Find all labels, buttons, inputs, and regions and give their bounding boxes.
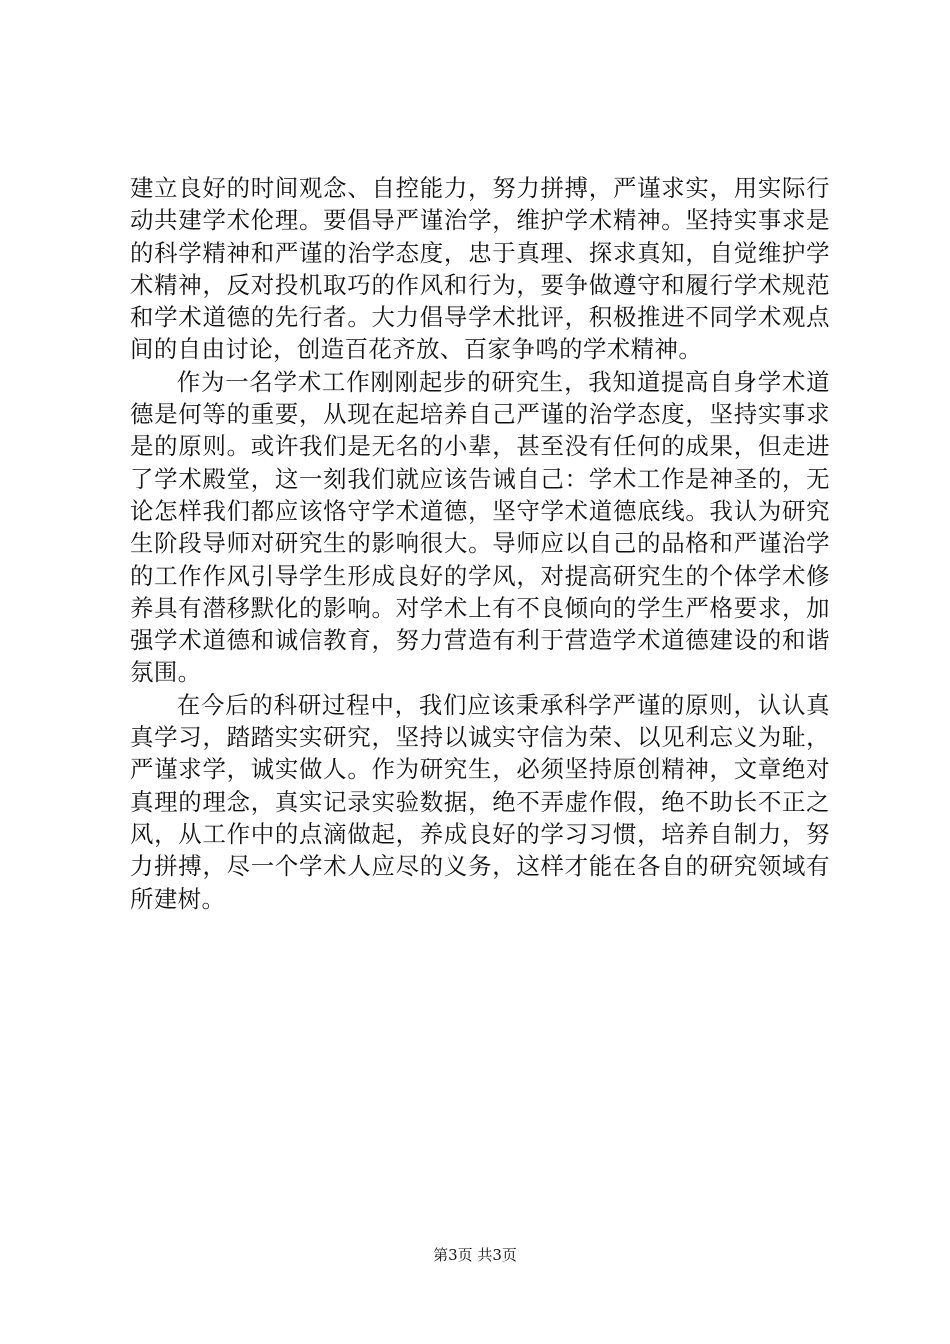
paragraph-future-research: 在今后的科研过程中，我们应该秉承科学严谨的原则，认认真真学习，踏踏实实研究，坚持以诚实守信为荣、以见利忘义为耻，严谨求学，诚实做人。作为研究生，必须坚持原创精神，文章绝对真理的理念，真实记录实验数据，绝不弄虚作假，绝不助长不正之风，从工作中的点滴做起，养成良好的学习习惯，培养自制力，努力拼搏，尽一个学术人应尽的义务，这样才能在各自的研究领域有所建树。 — [130, 690, 830, 913]
paragraph-graduate-student: 作为一名学术工作刚刚起步的研究生，我知道提高自身学术道德是何等的重要，从现在起培养自己严谨的治学态度，坚持实事求是的原则。或许我们是无名的小辈，甚至没有任何的成果，但走进了学术殿堂，这一刻我们就应该告诫自己：学术工作是神圣的，无论怎样我们都应该恪守学术道德，坚守学术道德底线。我认为研究生阶段导师对研究生的影响很大。导师应以自己的品格和严谨治学的工作作风引导学生形成良好的学风，对提高研究生的个体学术修养具有潜移默化的影响。对学术上有不良倾向的学生严格要求，加强学术道德和诚信教育，努力营造有利于营造学术道德建设的和谐氛围。 — [130, 367, 830, 687]
body-text — [130, 172, 830, 915]
page-number-footer: 第3页 共3页 — [433, 1246, 517, 1264]
paragraph-continued: 建立良好的时间观念、自控能力，努力拼搏，严谨求实，用实际行动共建学术伦理。要倡导严谨治学，维护学术精神。坚持实事求是的科学精神和严谨的治学态度，忠于真理、探求真知，自觉维护学术精神，反对投机取巧的作风和行为，要争做遵守和履行学术规范和学术道德的先行者。大力倡导学术批评，积极推进不同学术观点间的自由讨论，创造百花齐放、百家争鸣的学术精神。 — [130, 174, 830, 364]
